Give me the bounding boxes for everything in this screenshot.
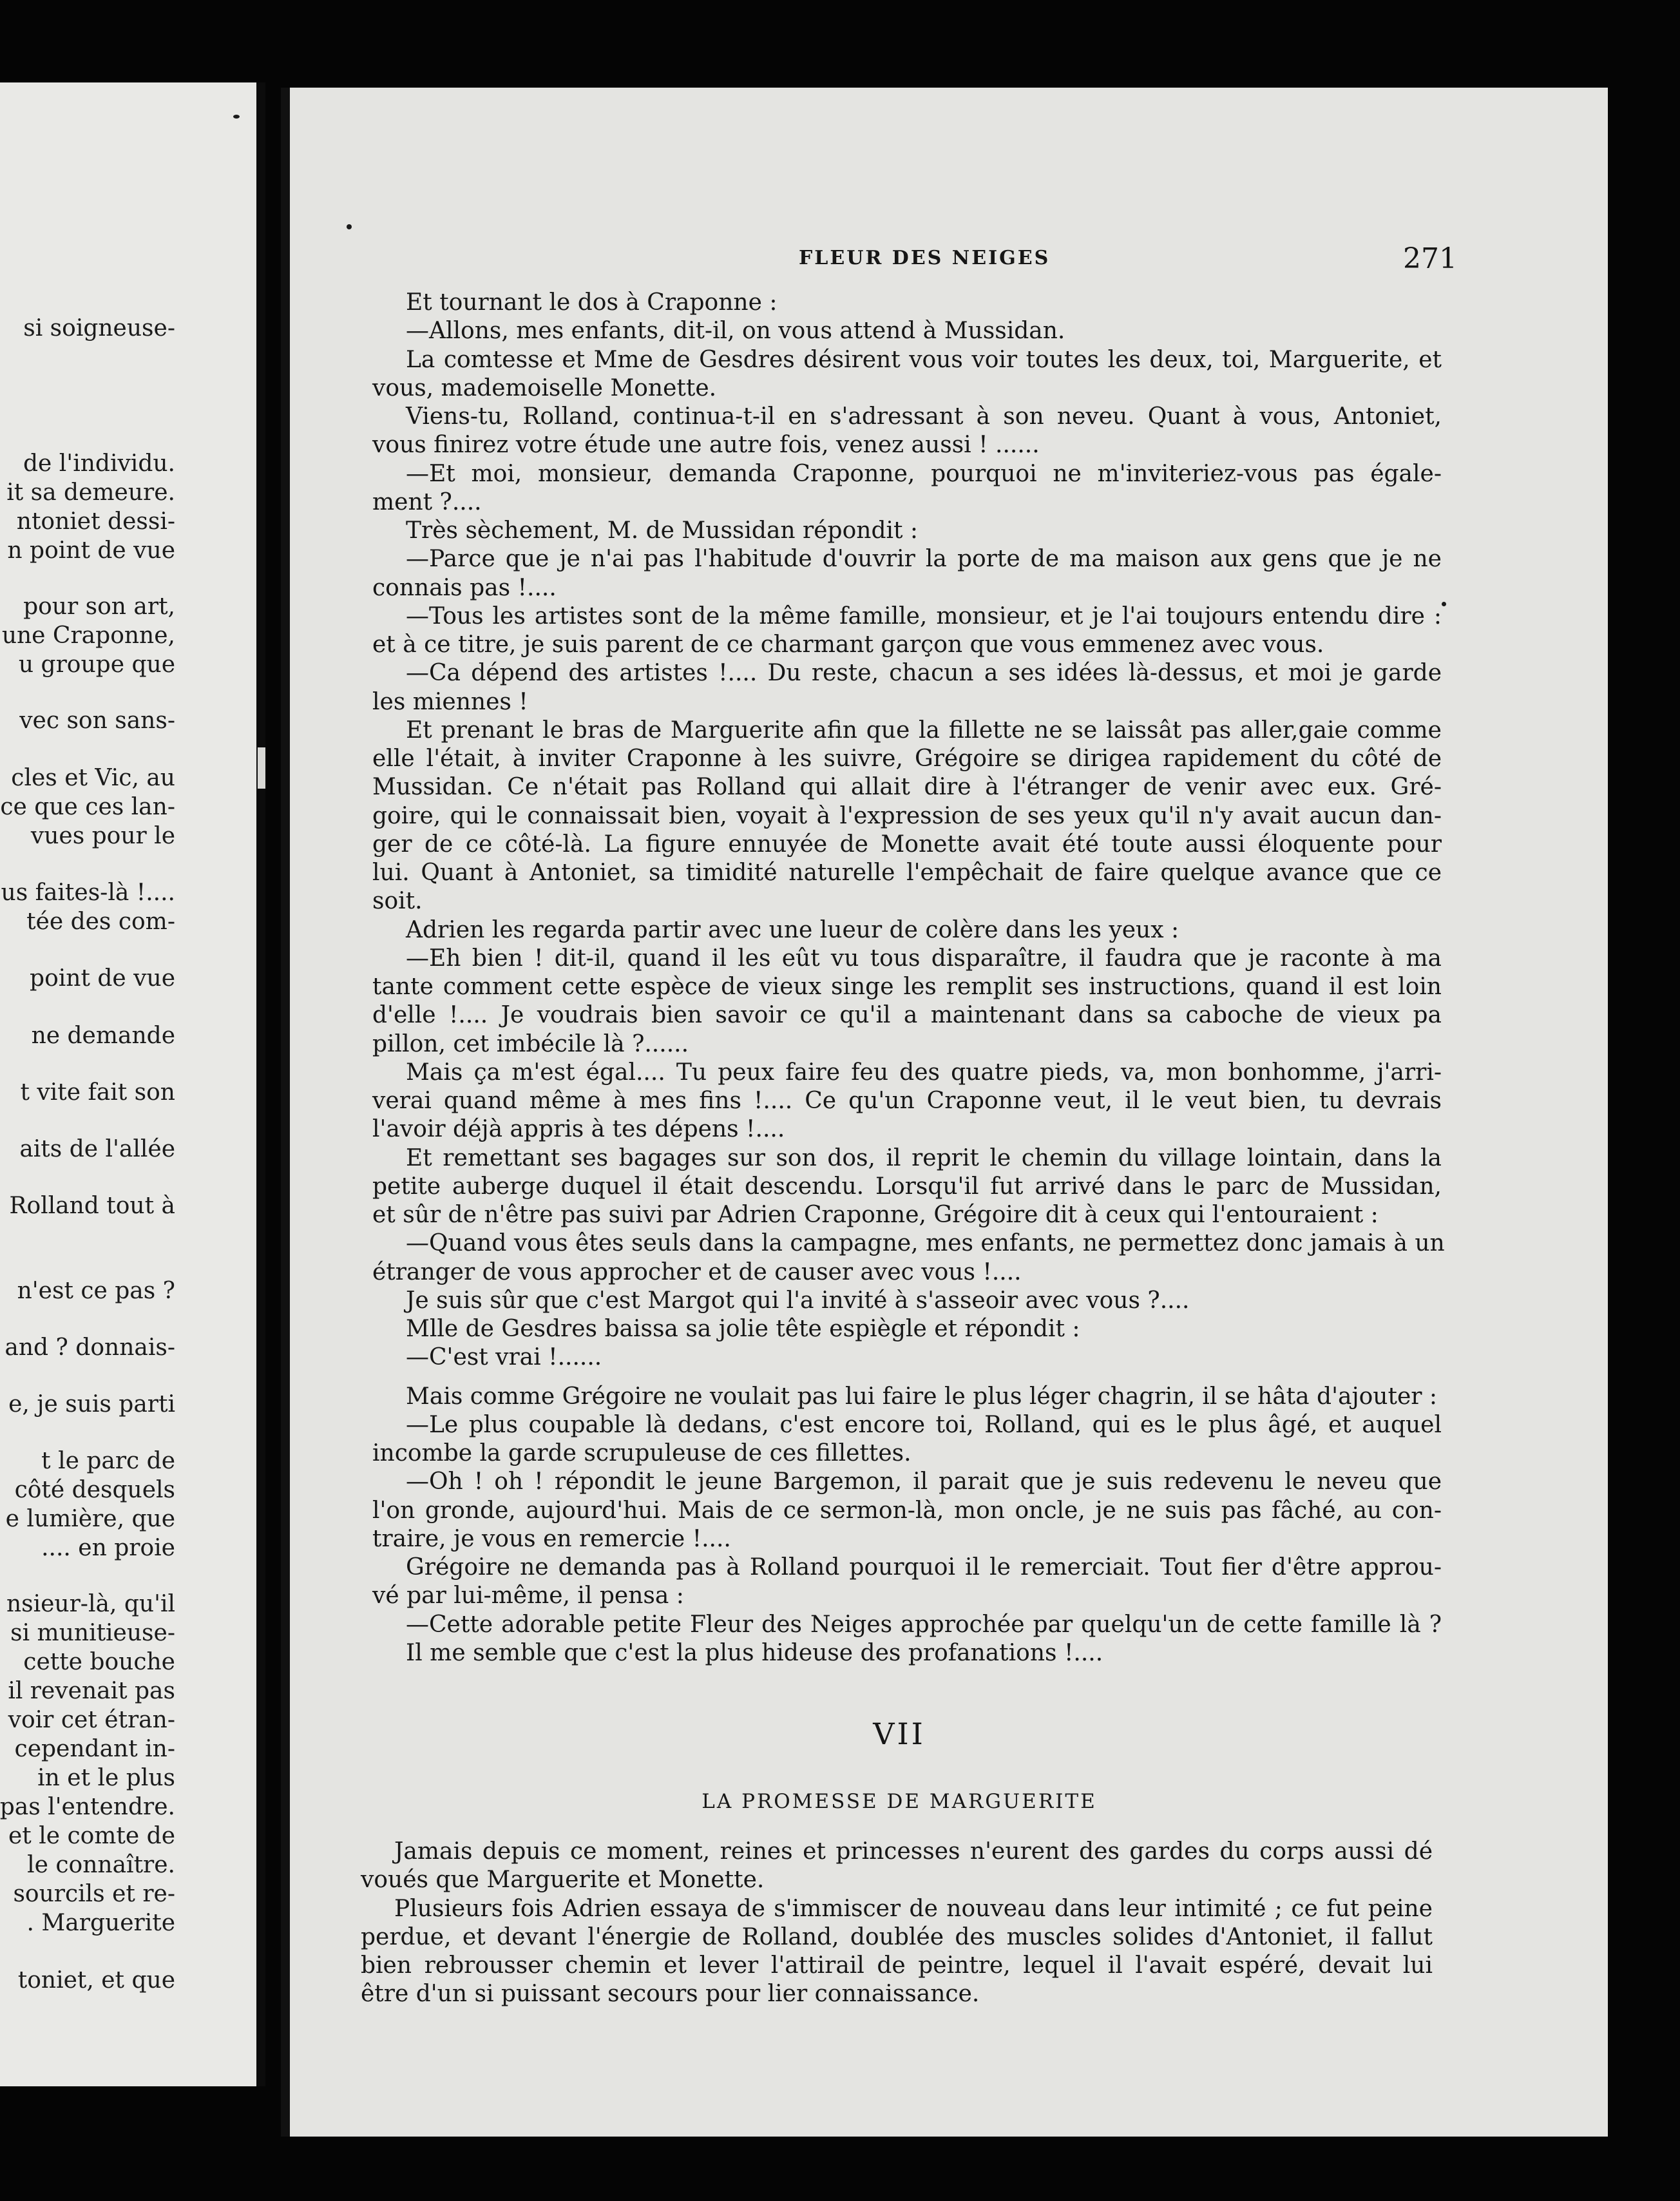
text-line: Mlle de Gesdres baissa sa jolie tête espiègle et répondit : (406, 1316, 1080, 1342)
paragraph-gap (372, 1372, 1442, 1383)
text-line: étranger de vous approcher et de causer avec vous !.... (372, 1258, 1022, 1285)
text-line: —Et moi, monsieur, demanda Craponne, pourquoi ne m'inviteriez-vous pas égale- (406, 460, 1442, 487)
left-page-fragment: vec son sans- (19, 707, 175, 734)
left-page-fragment: ce que ces lan- (0, 794, 175, 820)
left-page-fragment: t le parc de (41, 1448, 175, 1474)
left-page-fragment: e lumière, que (5, 1506, 175, 1532)
text-line: —C'est vrai !...... (406, 1344, 602, 1371)
left-page-fragment: si soigneuse- (23, 315, 175, 341)
page-number: 271 (1403, 242, 1457, 275)
text-line: Très sèchement, M. de Mussidan répondit : (406, 517, 919, 544)
text-line: Mais ça m'est égal.... Tu peux faire feu des quatre pieds, va, mon bonhomme, j'arri- (406, 1059, 1442, 1086)
chapter-body-text (361, 1838, 1433, 2009)
left-page-fragment: nsieur-là, qu'il (6, 1591, 175, 1617)
text-line: d'elle !.... Je voudrais bien savoir ce qu'il a maintenant dans sa caboche de vieux pa (372, 1002, 1442, 1029)
text-line: petite auberge duquel il était descendu. Lorsqu'il fut arrivé dans le parc de Mussidan, (372, 1173, 1442, 1200)
left-page-fragment: .... en proie (41, 1535, 175, 1561)
text-line: Grégoire ne demanda pas à Rolland pourquoi il le remerciait. Tout fier d'être approu- (406, 1554, 1442, 1581)
text-line: pillon, cet imbécile là ?...... (372, 1030, 689, 1057)
left-page-fragment: . Marguerite (26, 1910, 175, 1936)
left-page-fragment: une Craponne, (1, 622, 175, 649)
left-page-fragment: n point de vue (7, 537, 175, 564)
text-line: Mais comme Grégoire ne voulait pas lui faire le plus léger chagrin, il se hâta d'ajouter : (406, 1383, 1438, 1410)
chapter-title: LA PROMESSE DE MARGUERITE (702, 1790, 1097, 1813)
text-line: —Oh ! oh ! répondit le jeune Bargemon, il parait que je suis redevenu le neveu que (406, 1468, 1442, 1495)
text-line: connais pas !.... (372, 574, 557, 601)
page-gutter-shadow (256, 82, 265, 2086)
text-line: —Allons, mes enfants, dit-il, on vous attend à Mussidan. (406, 318, 1065, 345)
text-line: perdue, et devant l'énergie de Rolland, doublée des muscles solides d'Antoniet, il fallut (361, 1923, 1433, 1950)
text-line: —Cette adorable petite Fleur des Neiges approchée par quelqu'un de cette famille là ? (406, 1611, 1442, 1638)
left-page-fragment: voir cet étran- (8, 1707, 175, 1733)
text-line: l'avoir déjà appris à tes dépens !.... (372, 1116, 785, 1143)
left-page-fragment: vues pour le (30, 823, 175, 849)
left-page-fragment: and ? donnais- (5, 1334, 175, 1361)
text-line: —Quand vous êtes seuls dans la campagne, mes enfants, ne permettez donc jamais à un (406, 1230, 1445, 1257)
left-page-fragment: point de vue (30, 965, 175, 992)
page-edge-tab (258, 747, 265, 789)
left-page-fragment: il revenait pas (8, 1678, 175, 1704)
text-line: elle l'était, à inviter Craponne à les suivre, Grégoire se dirigea rapidement du côté de (372, 745, 1442, 772)
text-line: —Ca dépend des artistes !.... Du reste, chacun a ses idées là-dessus, et moi je garde (406, 660, 1442, 687)
left-page-fragment: ne demande (31, 1023, 175, 1049)
left-page-fragment: sourcils et re- (13, 1881, 175, 1907)
text-line: Jamais depuis ce moment, reines et princesses n'eurent des gardes du corps aussi dé (394, 1838, 1433, 1865)
text-line: et à ce titre, je suis parent de ce charmant garçon que vous emmenez avec vous. (372, 631, 1324, 658)
text-line: ger de ce côté-là. La figure ennuyée de Monette avait été toute aussi éloquente pour (372, 831, 1442, 858)
text-line: Et tournant le dos à Craponne : (406, 289, 778, 316)
text-line: être d'un si puissant secours pour lier connaissance. (361, 1981, 980, 2008)
left-page-fragment: cette bouche (23, 1649, 175, 1675)
previous-page-strip (0, 82, 264, 2086)
text-line: Adrien les regarda partir avec une lueur de colère dans les yeux : (406, 916, 1179, 943)
left-page-fragment: tée des com- (26, 908, 175, 935)
text-line: Et prenant le bras de Marguerite afin que la fillette ne se laissât pas aller,gaie comme (406, 716, 1442, 744)
text-line: voués que Marguerite et Monette. (361, 1867, 765, 1894)
book-spine (281, 88, 290, 2137)
text-line: —Parce que je n'ai pas l'habitude d'ouvrir la porte de ma maison aux gens que je ne (406, 546, 1442, 573)
left-page-fragment: si munitieuse- (10, 1620, 175, 1646)
text-line: tante comment cette espèce de vieux singe les remplit ses instructions, quand il est loin (372, 974, 1442, 1000)
text-line: l'on gronde, aujourd'hui. Mais de ce sermon-là, mon oncle, je ne suis pas fâché, au con- (372, 1497, 1442, 1524)
left-page-fragment: côté desquels (14, 1477, 175, 1503)
left-page-fragment: pas l'entendre. (0, 1794, 175, 1820)
text-line: traire, je vous en remercie !.... (372, 1525, 731, 1552)
text-line: vous, mademoiselle Monette. (372, 374, 717, 401)
left-page-fragment: toniet, et que (17, 1967, 175, 1994)
left-page-fragment: e, je suis parti (8, 1391, 175, 1418)
text-line: goire, qui le connaissait bien, voyait à l'expression de ses yeux qu'il n'y avait aucun dan- (372, 802, 1442, 829)
text-line: Je suis sûr que c'est Margot qui l'a invité à s'asseoir avec vous ?.... (406, 1287, 1190, 1314)
body-text (372, 289, 1445, 1668)
text-line: soit. (372, 888, 423, 915)
text-line: et sûr de n'être pas suivi par Adrien Craponne, Grégoire dit à ceux qui l'entouraient : (372, 1202, 1379, 1228)
left-page-fragment: t vite fait son (20, 1079, 175, 1106)
text-line: verai quand même à mes fins !.... Ce qu'un Craponne veut, il le veut bien, tu devrais (372, 1088, 1442, 1114)
left-page-fragment: in et le plus (37, 1765, 175, 1791)
left-page-fragment: aits de l'allée (19, 1136, 175, 1162)
text-line: La comtesse et Mme de Gesdres désirent vous voir toutes les deux, toi, Marguerite, et (406, 346, 1442, 373)
chapter-number: VII (873, 1716, 926, 1751)
text-line: bien rebrousser chemin et lever l'attirail de peintre, lequel il l'avait espéré, devait lui (361, 1952, 1433, 1979)
text-line: vous finirez votre étude une autre fois, venez aussi ! ...... (372, 432, 1040, 459)
text-line: Viens-tu, Rolland, continua-t-il en s'adressant à son neveu. Quant à vous, Antoniet, (406, 403, 1442, 430)
left-page-fragment: us faites-là !.... (1, 879, 175, 906)
print-speck (1442, 602, 1446, 606)
text-line: ment ?.... (372, 488, 482, 515)
left-page-fragment: cles et Vic, au (11, 765, 175, 791)
running-title: FLEUR DES NEIGES (799, 247, 1051, 269)
left-page-fragment: ntoniet dessi- (16, 508, 175, 535)
text-line: Il me semble que c'est la plus hideuse des profanations !.... (406, 1639, 1103, 1666)
text-line: Plusieurs fois Adrien essaya de s'immiscer de nouveau dans leur intimité ; ce fut peine (394, 1895, 1433, 1922)
left-page-fragment: et le comte de (8, 1823, 175, 1849)
text-line: Mussidan. Ce n'était pas Rolland qui allait dire à l'étranger de venir avec eux. Gré- (372, 774, 1442, 801)
print-speck (233, 115, 240, 119)
left-page-fragment: u groupe que (18, 651, 175, 678)
text-line: —Eh bien ! dit-il, quand il les eût vu tous disparaître, il faudra que je raconte à ma (406, 945, 1442, 972)
left-page-fragment: pour son art, (23, 593, 175, 620)
left-page-fragment: de l'individu. (23, 450, 175, 477)
print-speck (347, 224, 352, 229)
text-line: lui. Quant à Antoniet, sa timidité naturelle l'empêchait de faire quelque avance que ce (372, 860, 1442, 886)
left-page-fragment: cependant in- (14, 1736, 175, 1762)
text-line: les miennes ! (372, 688, 528, 715)
text-line: vé par lui-même, il pensa : (372, 1582, 684, 1610)
text-line: —Le plus coupable là dedans, c'est encore toi, Rolland, qui es le plus âgé, et auquel (406, 1411, 1442, 1438)
text-line: incombe la garde scrupuleuse de ces fillettes. (372, 1440, 912, 1466)
left-page-fragment: le connaître. (27, 1852, 175, 1878)
left-page-fragment: it sa demeure. (6, 479, 175, 506)
left-page-fragment: n'est ce pas ? (17, 1278, 175, 1304)
left-page-fragment: Rolland tout à (9, 1193, 175, 1219)
text-line: Et remettant ses bagages sur son dos, il reprit le chemin du village lointain, dans la (406, 1144, 1442, 1171)
text-line: —Tous les artistes sont de la même famille, monsieur, et je l'ai toujours entendu dire : (406, 602, 1442, 630)
